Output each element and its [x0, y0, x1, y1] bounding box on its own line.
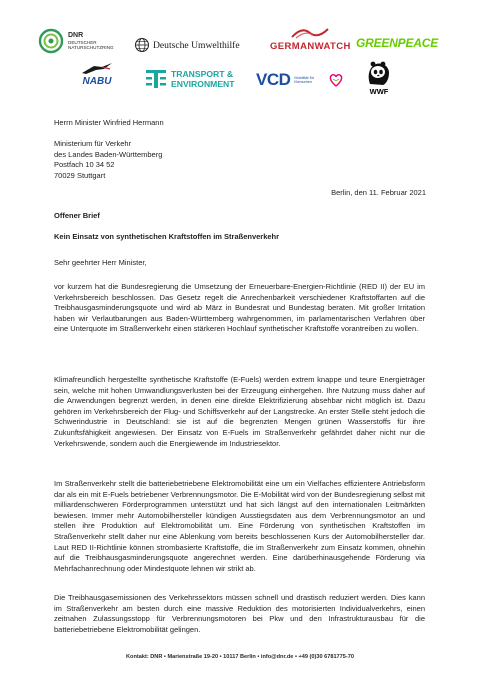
- address-line-3: des Landes Baden-Württemberg: [54, 149, 163, 159]
- dnr-logo: [38, 28, 114, 54]
- recipient-address: [54, 118, 425, 181]
- address-line-1: Herrn Minister Winfried Hermann: [54, 118, 164, 127]
- greenpeace-name: GREENPEACE: [356, 36, 439, 50]
- vcd-claim: Mobilität für Menschen: [294, 75, 315, 84]
- germanwatch-wave-icon: [290, 26, 330, 40]
- contact-footer: Kontakt: DNR • Marienstraße 19-20 • 10117 Berlin • info@dnr.de • +49 (0)30 6781775-70: [126, 654, 354, 660]
- nabu-name: NABU: [82, 76, 112, 87]
- date-line: Berlin, den 11. Februar 2021: [331, 188, 426, 197]
- dnr-line2: DEUTSCHER: [68, 39, 97, 45]
- nabu-logo: [80, 61, 114, 87]
- address-line-4: Postfach 10 34 52: [54, 160, 115, 169]
- transport-environment-logo: [145, 69, 235, 89]
- germanwatch-name: GERMANWATCH: [270, 41, 351, 52]
- duh-name: Deutsche Umwelthilfe: [153, 39, 240, 51]
- globe-icon: [134, 37, 150, 53]
- te-mark-icon: [145, 69, 167, 89]
- wwf-name: WWF: [369, 87, 389, 96]
- address-line-5: 70029 Stuttgart: [54, 170, 106, 180]
- germanwatch-logo: [270, 26, 351, 52]
- dnr-line3: NATURSCHUTZRING: [68, 45, 114, 50]
- body-paragraph-2: Klimafreundlich hergestellte synthetische Kraftstoffe (E-Fuels) werden extrem knappe und teure Energieträger sein, welche mit hohen Umwandlungsverlusten bei der Erzeugung einhergehen. Ihre Nutzung muss daher auf die Anwendungen begrenzt werden, in denen eine direkte Elektrifizierung absehbar nicht möglich ist. Dazu gehören im Verkehrsbereich der Flug- und Schiffsverkehr auf der Langstrecke. An erster Stelle steht jedoch die Schwerindustrie in Deutschland: sie ist auf die begrenzten Mengen grünen Wasserstoffs für ihre Zukunftsfähigkeit angewiesen. Der Einsatz von E-Fuels im Straßenverkehr gefährdet daher nicht nur die Verkehrswende, sondern auch die Energiewende im Industriesektor.: [54, 375, 425, 448]
- body-paragraph-3: Im Straßenverkehr stellt die batteriebetriebene Elektromobilität eine um ein Vielfaches effizientere Antriebsform dar als ein mit E-Fuels betriebener Verbrennungsmotor. Die E-Mobilität wird von der Bundesregierung selbst mit milliardenschweren Förderprogrammen unterstützt und hat sich längst auf den internationalen Leitmärkten bewiesen. Immer mehr Automobilhersteller kündigen Ausstiegsdaten aus dem Verbrennungsmotor an und stellen ihre Produktion auf Elektromobilität um. Eine Förderung von synthetischen Kraftstoffen im Straßenverkehr stellt daher nur eine Ablenkung vom bereits beschlossenen Kurs der Automobilhersteller dar. Laut RED II-Richtlinie können strombasierte Kraftstoffe, die im Straßenverkehr zum Einsatz kommen, ohnehin auf die Treibhausgasminderungsquote angerechnet werden. Eine darüberhinausgehende Förderung via Mehrfachanrechnung oder Mindestquote lehnen wir strikt ab.: [54, 479, 426, 573]
- vcd-heart-icon: [328, 72, 344, 88]
- vcd-logo: [256, 70, 344, 90]
- te-line2: ENVIRONMENT: [171, 79, 235, 89]
- panda-icon: [366, 59, 392, 87]
- stork-icon: [80, 61, 114, 77]
- address-line-2: Ministerium für Verkehr: [54, 139, 132, 148]
- dnr-abbrev: DNR: [68, 31, 84, 39]
- dnr-circle-icon: [38, 28, 64, 54]
- greenpeace-logo: [356, 36, 438, 50]
- te-line1: TRANSPORT &: [171, 69, 234, 79]
- duh-logo: [134, 37, 240, 53]
- wwf-logo: [366, 59, 392, 96]
- letter-type-heading: Offener Brief: [54, 211, 100, 220]
- body-paragraph-4: Die Treibhausgasemissionen des Verkehrssektors müssen schnell und drastisch reduziert werden. Dies kann im Straßenverkehr am besten durch eine massive Reduktion des motorisierten Individualverkehrs, einen zeitnahen Zulassungsstopp für Verbrennungsmotoren bei Pkw und den Infrastrukturausbau für die batteriebetriebene Elektromobilität gelingen.: [54, 593, 425, 634]
- salutation: Sehr geehrter Herr Minister,: [54, 258, 147, 267]
- subject-heading: Kein Einsatz von synthetischen Kraftstoffen im Straßenverkehr: [54, 232, 280, 241]
- vcd-name: VCD: [256, 70, 291, 89]
- body-paragraph-1: vor kurzem hat die Bundesregierung die Umsetzung der Erneuerbare-Energien-Richtlinie (RED II) der EU im Verkehrsbereich beschlossen. Das Gesetz regelt die Anrechenbarkeit verschiedener Kraftstoffarten auf die Treibhausgasminderungsquote und wird ab März in Bundesrat und Bundestag beraten. Mit großer Irritation haben wir Verlautbarungen aus Baden-Württemberg wahrgenommen, im parlamentarischen Verfahren über eine Unterquote im Straßenverkehr einen stärkeren Hochlauf synthetischer Kraftstoffe vorantreiben zu wollen.: [54, 282, 425, 334]
